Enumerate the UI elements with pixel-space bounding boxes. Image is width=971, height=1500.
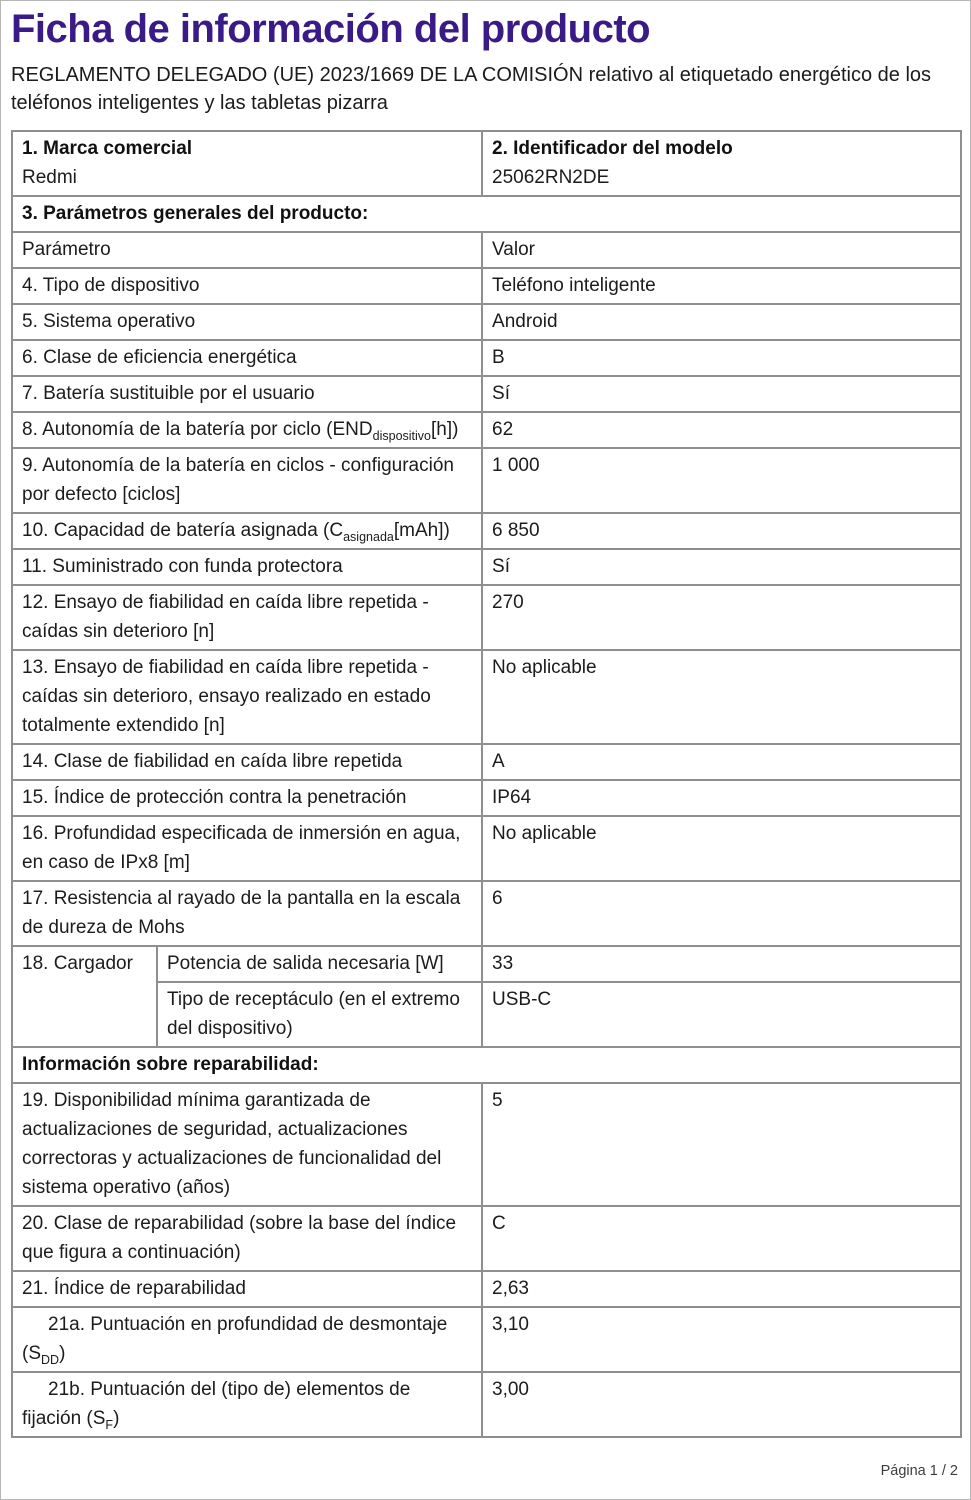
label-part: 4. Tipo de dispositivo	[22, 275, 200, 297]
table-row	[12, 1047, 961, 1083]
parameter-cell	[12, 412, 482, 448]
value-cell: No aplicable	[482, 650, 961, 744]
value-cell: 5	[482, 1083, 961, 1206]
value-cell: 1 000	[482, 448, 961, 513]
table-row	[12, 340, 961, 376]
label-part: 7. Batería sustituible por el usuario	[22, 383, 315, 405]
parameter-cell	[12, 1271, 482, 1307]
table-row	[12, 268, 961, 304]
value-cell: 2,63	[482, 1271, 961, 1307]
value-cell: IP64	[482, 780, 961, 816]
label-part: )	[113, 1408, 120, 1430]
model-cell	[482, 131, 961, 196]
table-row	[12, 448, 961, 513]
label-part: 20. Clase de reparabilidad (sobre la base del índice que figura a continuación)	[22, 1213, 457, 1264]
parameter-cell	[12, 816, 482, 881]
label-part: 21a. Puntuación en profundidad de desmontaje (S	[22, 1314, 448, 1365]
charger-rows-body	[12, 946, 961, 1047]
value-cell: 3,00	[482, 1372, 961, 1437]
value-cell: 6 850	[482, 513, 961, 549]
parameter-cell	[12, 1083, 482, 1206]
label-part: 21b. Puntuación del (tipo de) elementos de fijación (S	[22, 1379, 411, 1430]
table-row	[12, 196, 961, 232]
parameter-cell	[12, 448, 482, 513]
table-row	[12, 881, 961, 946]
parameter-cell	[12, 340, 482, 376]
parameter-cell	[12, 376, 482, 412]
label-part: 17. Resistencia al rayado de la pantalla en la escala de dureza de Mohs	[22, 888, 461, 939]
value-cell: 33	[482, 946, 961, 982]
column-header-value: Valor	[482, 232, 961, 268]
parameter-cell	[12, 549, 482, 585]
general-rows-body	[12, 268, 961, 946]
brand-label: 1. Marca comercial	[22, 138, 193, 160]
table-row	[12, 744, 961, 780]
label-part: [mAh])	[393, 520, 450, 542]
table-row	[12, 1271, 961, 1307]
parameter-cell	[12, 1372, 482, 1437]
repair-header-body	[12, 1047, 961, 1083]
value-cell: Sí	[482, 376, 961, 412]
label-part: Tipo de receptáculo (en el extremo del dispositivo)	[167, 989, 460, 1040]
repair-rows-body	[12, 1083, 961, 1437]
general-section-header: 3. Parámetros generales del producto:	[12, 196, 961, 232]
value-cell: A	[482, 744, 961, 780]
value-cell: Android	[482, 304, 961, 340]
label-part: 9. Autonomía de la batería en ciclos - configuración por defecto [ciclos]	[22, 455, 454, 506]
parameter-cell	[157, 982, 482, 1047]
label-part: 15. Índice de protección contra la penetración	[22, 787, 407, 809]
value-cell: 6	[482, 881, 961, 946]
table-row	[12, 1083, 961, 1206]
table-head-rows	[12, 131, 961, 268]
product-info-table	[11, 130, 962, 1438]
value-cell: C	[482, 1206, 961, 1271]
table-row	[12, 780, 961, 816]
value-cell: USB-C	[482, 982, 961, 1047]
brand-value: Redmi	[22, 167, 77, 189]
value-cell: Teléfono inteligente	[482, 268, 961, 304]
table-row	[12, 1206, 961, 1271]
page-title: Ficha de información del producto	[11, 7, 651, 51]
parameter-cell	[12, 780, 482, 816]
label-part: 18. Cargador	[22, 953, 133, 975]
table-row	[12, 1307, 961, 1372]
model-label: 2. Identificador del modelo	[492, 138, 733, 160]
column-header-parameter: Parámetro	[12, 232, 482, 268]
parameter-cell	[157, 946, 482, 982]
label-part: 12. Ensayo de fiabilidad en caída libre repetida - caídas sin deterioro [n]	[22, 592, 429, 643]
label-part: Potencia de salida necesaria [W]	[167, 953, 444, 975]
label-part: 6. Clase de eficiencia energética	[22, 347, 297, 369]
parameter-cell	[12, 585, 482, 650]
table-row	[12, 131, 961, 196]
value-cell: 62	[482, 412, 961, 448]
parameter-cell	[12, 513, 482, 549]
label-part: 5. Sistema operativo	[22, 311, 196, 333]
label-part: 11. Suministrado con funda protectora	[22, 556, 343, 578]
subscript-label-part: dispositivo	[372, 429, 432, 444]
parameter-cell	[12, 1206, 482, 1271]
subscript-label-part: DD	[41, 1353, 60, 1368]
label-part: 10. Capacidad de batería asignada (C	[22, 520, 344, 542]
table-row	[12, 376, 961, 412]
value-cell: 3,10	[482, 1307, 961, 1372]
parameter-cell	[12, 744, 482, 780]
label-part: 13. Ensayo de fiabilidad en caída libre repetida - caídas sin deterioro, ensayo realizado en estado totalmente extendido [n]	[22, 657, 431, 737]
table-row	[12, 946, 961, 982]
table-row	[12, 1372, 961, 1437]
label-part: 16. Profundidad especificada de inmersión en agua, en caso de IPx8 [m]	[22, 823, 461, 874]
table-row	[12, 585, 961, 650]
brand-cell	[12, 131, 482, 196]
table-row	[12, 412, 961, 448]
table-row	[12, 513, 961, 549]
regulation-subtitle: REGLAMENTO DELEGADO (UE) 2023/1669 DE LA COMISIÓN relativo al etiquetado energético de los teléfonos inteligentes y las tabletas pizarra	[11, 64, 932, 114]
charger-group-cell	[12, 946, 157, 1047]
label-part: 19. Disponibilidad mínima garantizada de actualizaciones de seguridad, actualizaciones correctoras y actualizaciones de funcionalidad del sistema operativo (años)	[22, 1090, 442, 1199]
label-part: 14. Clase de fiabilidad en caída libre repetida	[22, 751, 403, 773]
value-cell: Sí	[482, 549, 961, 585]
parameter-cell	[12, 268, 482, 304]
table-row	[12, 304, 961, 340]
subscript-label-part: F	[105, 1418, 114, 1433]
page-footer: Página 1 / 2	[880, 1463, 958, 1479]
model-value: 25062RN2DE	[492, 167, 610, 189]
value-cell: B	[482, 340, 961, 376]
table-row	[12, 549, 961, 585]
parameter-cell	[12, 650, 482, 744]
table-row	[12, 650, 961, 744]
repair-section-header: Información sobre reparabilidad:	[12, 1047, 961, 1083]
value-cell: No aplicable	[482, 816, 961, 881]
table-row	[12, 816, 961, 881]
table-row	[12, 232, 961, 268]
label-part: 8. Autonomía de la batería por ciclo (END	[22, 419, 373, 441]
label-part: [h])	[431, 419, 459, 441]
label-part: 21. Índice de reparabilidad	[22, 1278, 246, 1300]
parameter-cell	[12, 304, 482, 340]
parameter-cell	[12, 1307, 482, 1372]
label-part: )	[59, 1343, 66, 1365]
value-cell: 270	[482, 585, 961, 650]
parameter-cell	[12, 881, 482, 946]
subscript-label-part: asignada	[343, 530, 394, 545]
